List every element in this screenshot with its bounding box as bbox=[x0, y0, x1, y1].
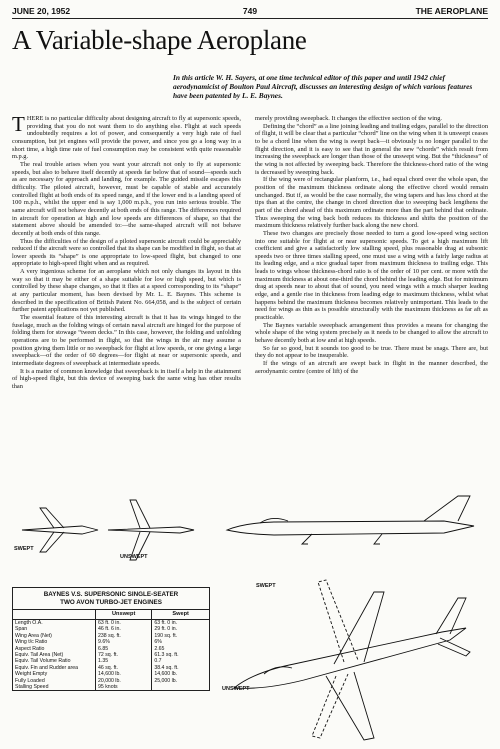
spec-swept-value: 190 sq. ft. bbox=[152, 633, 209, 639]
body-paragraph: These two changes are precisely those needed to turn a good low-speed wing section into one suitable for flight at or near supersonic speeds. To get a high maximum lift coefficient and give a satisfactorily low stalling speed, plus reasonable drag at subsonic speeds two or three times stalling speed, one must use a wing with a fairly large radius at its leading edge, and a nice gradual taper from maximum thickness to trailing edge. This leads to wings whose thickness-chord ratio is of the order of 10 per cent. or more with the maximum thickness at about one-third the chord behind the leading edge. But for minimum drag at speeds near to about that of sound, you need wings with a much sharper leading edge, and a gentle rise in thickness from leading edge to maximum thickness, whilst what happens behind the maximum thickness becomes relatively unimportant. This leads to the need for wings as thin as is possible structurally with the maximum thickness as far aft as practicable. bbox=[255, 229, 488, 322]
aircraft-side-and-plan-views bbox=[12, 490, 488, 568]
spec-param: Aspect Ratio bbox=[15, 645, 45, 652]
spec-swept-value: 29 ft. 0 in. bbox=[152, 626, 209, 632]
page-header bbox=[12, 6, 488, 18]
spec-unswept-value: 63 ft. 0 in. bbox=[96, 620, 152, 627]
spec-unswept-value: 46 ft. 6 in. bbox=[96, 626, 152, 632]
body-column-1 bbox=[12, 112, 241, 391]
spec-unswept-value: 238 sq. ft. bbox=[96, 633, 152, 639]
issue-date: JUNE 20, 1952 bbox=[12, 6, 71, 16]
spec-param: Equiv. Tail Volume Ratio bbox=[15, 658, 71, 665]
spec-swept-value: 61.3 sq. ft. bbox=[152, 652, 209, 658]
spec-param: Stalling Speed bbox=[15, 684, 49, 691]
spec-swept-value: 25,000 lb. bbox=[152, 678, 209, 684]
body-paragraph: THERE is no particular difficulty about designing aircraft to fly at supersonic speeds, providing that you do not want them to do anything else. Flight at such speeds undoubtedly requires a lot of power, and consequently a very high rate of fuel consumption, but jet engines will provide the power, and since you go a long way in a short time, a high time rate of fuel consumption may be consistent with quite reasonable m.p.g. bbox=[12, 112, 241, 161]
spec-unswept-value: 9.6% bbox=[96, 639, 152, 645]
spec-param: Weight Empty bbox=[15, 671, 48, 678]
perspective-unswept-label: UNSWEPT bbox=[222, 686, 250, 692]
unswept-label: UNSWEPT bbox=[120, 554, 148, 560]
spec-table-body bbox=[13, 620, 209, 691]
spec-swept-value bbox=[152, 684, 209, 690]
spec-swept-value: 0.7 bbox=[152, 658, 209, 664]
body-paragraph: If the wing were of rectangular planform, i.e., had equal chord over the whole span, the position of the maximum thickness ordinate along the effective chord would remain unchanged. But if, as would be the case normally, the wing tapers and has less chord at the tips than at the centre, the change in chord direction due to sweeping back lengthens the part of the chord ahead of this maximum ordinate more than the part behind that ordinate. Thus sweeping the wing back both reduces its thickness and shifts the position of the maximum thickness relatively further back along the new chord. bbox=[255, 176, 488, 230]
spec-param: Span bbox=[15, 626, 28, 633]
body-paragraph: Thus the difficulties of the design of a piloted supersonic aircraft could be appreciably reduced if the aircraft were so controlled that its shape can be modified in flight, so that at lower speeds its “shape” is one appropriate to low-speed flight, but changed to one appropriate to high-speed flight when and as required. bbox=[12, 237, 241, 268]
spec-unswept-value: 1.35 bbox=[96, 658, 152, 664]
spec-swept-value: 63 ft. 0 in. bbox=[152, 620, 209, 627]
journal-name: THE AEROPLANE bbox=[415, 6, 488, 16]
body-paragraph: Defining the “chord” as a line joining leading and trailing edges, parallel to the direction of flight, it will be clear that a particular “chord” line on the wing when it is unswept ceases to be a chord line when the wing is swept back—it obviously is no longer parallel to the flight direction, and it is easy to see that in general the new “chords” which result from increasing the sweepback are longer than those of the unswept wing. But the “thickness” of the wing is not affected by sweeping back. Therefore the thickness-chord ratio of the wing is decreased by sweeping back. bbox=[255, 122, 488, 176]
spec-swept-value: 6% bbox=[152, 639, 209, 645]
spec-col-swept: Swept bbox=[152, 610, 209, 620]
spec-table-row bbox=[13, 684, 209, 690]
body-paragraph: The essential feature of this interesting aircraft is that it has its wings hinged to the fuselage, much as the folding wings of certain naval aircraft are hinged for the purpose of folding them for stowage “tween decks.” In this case, however, the folding and unfolding operations are to be performed in flight, so that the wings in the air may assume a position giving them little or no sweepback for flight at low speeds, or one giving a large sweepback—of the order of 60 degrees—for flight at near or supersonic speeds, and intermediate degrees of sweepback at intermediate speeds. bbox=[12, 314, 241, 367]
spec-unswept-value: 95 knots bbox=[96, 684, 152, 690]
body-column-2 bbox=[255, 115, 488, 375]
body-paragraph: merely providing sweepback. It changes the effective section of the wing. bbox=[255, 115, 442, 122]
body-paragraph: A very ingenious scheme for an aeroplane which not only changes its layout in this way so that it may be either of a shape suitable for low or high speed, but which is controlled by these shape changes, so that it flies at a speed corresponding to its “shape” at any particular moment, has been devised by Mr. L. E. Baynes. This scheme is described in the specification of British Patent No. 664,058, and is the subject of certain further patent applications not yet published. bbox=[12, 268, 241, 314]
spec-table bbox=[12, 587, 210, 691]
spec-unswept-value: 20,000 lb. bbox=[96, 678, 152, 684]
aircraft-perspective-view bbox=[214, 568, 488, 744]
spec-unswept-value: 6.85 bbox=[96, 646, 152, 652]
spec-table-header-row bbox=[13, 610, 209, 620]
spec-param: Equiv. Tail Area (Net) bbox=[15, 652, 64, 659]
spec-unswept-value: 72 sq. ft. bbox=[96, 652, 152, 658]
page-number: 749 bbox=[242, 6, 258, 16]
aircraft-drawing-perspective bbox=[214, 568, 488, 744]
header-rule bbox=[12, 18, 488, 19]
drop-cap: T bbox=[12, 112, 25, 136]
spec-table-row bbox=[13, 620, 209, 627]
body-paragraph: The Baynes variable sweepback arrangement thus provides a means for changing the whole shape of the wing system precisely as it needs to be changed to allow the aircraft to behave decently both at low and at high speeds. bbox=[255, 321, 488, 345]
body-paragraph: If the wings of an aircraft are swept back in flight in the manner described, the aerodynamic centre (centre of lift) of the bbox=[255, 360, 488, 375]
article-title: A Variable-shape Aeroplane bbox=[12, 25, 307, 55]
spec-col-unswept: Unswept bbox=[96, 610, 152, 620]
body-paragraph: So far so good, but it sounds too good to be true. There must be snags. There are, but they do not appear to be insuperable. bbox=[255, 344, 488, 360]
body-paragraph: The real trouble arises when you want your aircraft not only to fly at supersonic speeds, but also to behave itself decently at speeds far below that of sound—speeds such as are necessary for approach and landing, for example. The guided missile escapes this difficulty. The piloted aircraft, however, must be capable of stable and accurately controlled flight at both ends of its speed range, and if the lower end is a landing speed of 100 m.p.h., whilst the upper end is say 1,000 m.p.h., you run into serious trouble. The same aircraft will not behave decently at both ends of this range. The differences required in aircraft for operation at high and low speeds are differences of shape, so that the statement above should be amended to:—the same-shaped aircraft will not behave decently at both ends of this range. bbox=[12, 160, 241, 237]
body-paragraph: It is a matter of common knowledge that sweepback is in itself a help in the attainment of high-speed flight, but this device of sweeping back the same wing has other results than bbox=[12, 367, 241, 390]
spec-swept-value: 38.4 sq. ft. bbox=[152, 665, 209, 671]
spec-param: Length O.A. bbox=[15, 620, 43, 626]
spec-swept-value: 14,600 lb. bbox=[152, 671, 209, 677]
spec-unswept-value: 14,600 lb. bbox=[96, 671, 152, 677]
aircraft-drawing-top bbox=[12, 490, 488, 568]
spec-swept-value: 2.65 bbox=[152, 646, 209, 652]
spec-table-grid bbox=[13, 610, 209, 690]
spec-param: Wing Area (Net) bbox=[15, 632, 52, 639]
spec-param: Wing t/c Ratio bbox=[15, 639, 48, 646]
spec-param: Fully Loaded bbox=[15, 677, 45, 684]
article-standfirst: In this article W. H. Sayers, at one time technical editor of this paper and until 1942 chief aerodynamicist of Boulton Paul Aircraft, discusses an interesting design of which various features have been patented by L. E. Baynes. bbox=[173, 73, 473, 100]
spec-table-title: BAYNES V.S. SUPERSONIC SINGLE-SEATER TWO AVON TURBO-JET ENGINES bbox=[13, 588, 209, 610]
swept-label: SWEPT bbox=[14, 546, 34, 552]
spec-unswept-value: 46 sq. ft. bbox=[96, 665, 152, 671]
perspective-swept-label: SWEPT bbox=[256, 583, 276, 589]
spec-param: Equiv. Fin and Rudder area bbox=[15, 664, 79, 671]
spec-col-blank bbox=[13, 610, 96, 620]
